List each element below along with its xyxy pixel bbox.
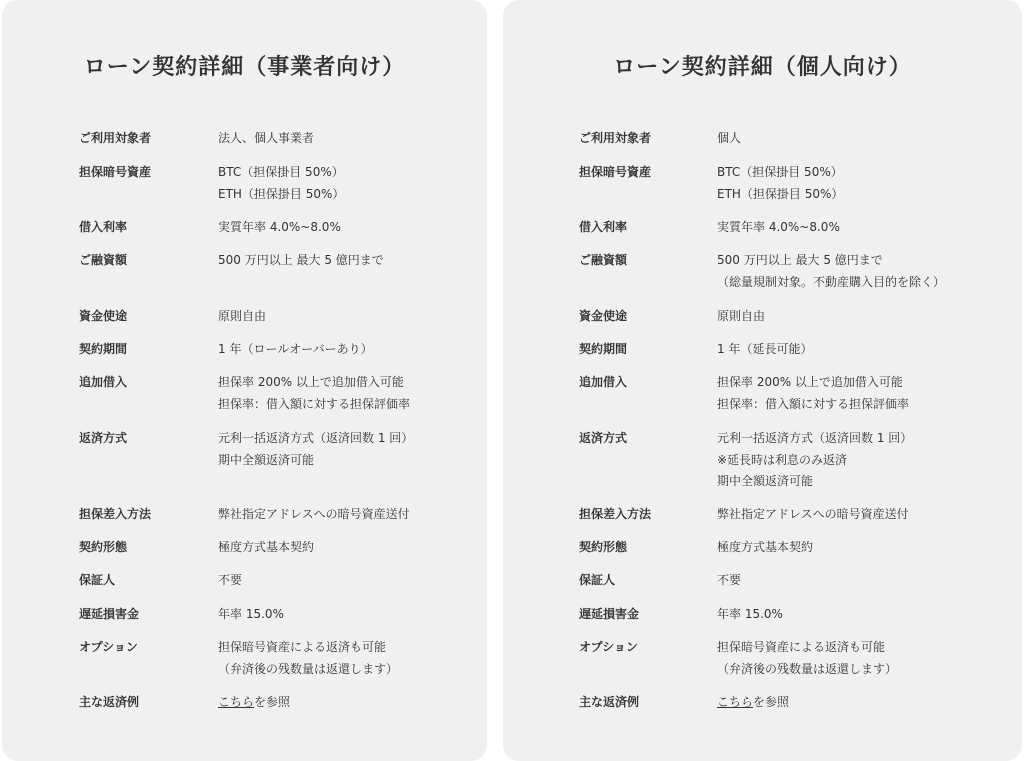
- detail-value-line: 原則自由: [218, 309, 267, 323]
- detail-value-line: 担保率：借入額に対する担保評価率: [218, 396, 411, 411]
- detail-value: [218, 604, 284, 626]
- detail-value-line: 年率 15.0%: [218, 607, 284, 621]
- detail-label: 担保差入方法: [79, 507, 152, 521]
- detail-value: [717, 162, 843, 205]
- detail-value: [717, 692, 789, 714]
- detail-label: 主な返済例: [579, 695, 640, 709]
- detail-value-line: 期中全額返済可能: [218, 452, 315, 467]
- detail-label: ご融資額: [579, 253, 628, 267]
- detail-value-line: 担保暗号資産による返済も可能: [218, 640, 387, 654]
- detail-value-line: 500 万円以上 最大 5 億円まで: [717, 253, 883, 267]
- detail-label: 主な返済例: [79, 695, 140, 709]
- detail-value-line: 実質年率 4.0%~8.0%: [218, 220, 341, 234]
- detail-value: [717, 339, 812, 361]
- detail-value: [717, 217, 840, 239]
- detail-value: [717, 250, 945, 293]
- detail-value: [218, 217, 341, 239]
- detail-label: 返済方式: [579, 431, 628, 445]
- detail-value-line: 原則自由: [717, 309, 766, 323]
- detail-label: 遅延損害金: [579, 607, 640, 621]
- detail-value-line: ETH（担保掛目 50%）: [218, 186, 345, 201]
- repayment-example-link[interactable]: こちら: [717, 695, 754, 709]
- detail-label: 保証人: [79, 573, 116, 587]
- detail-value-line: （弁済後の残数量は返還します）: [218, 661, 399, 676]
- detail-value-line: ※延長時は利息のみ返済: [717, 452, 848, 467]
- detail-label: 資金使途: [79, 309, 128, 323]
- detail-value: [218, 128, 314, 150]
- detail-value: [218, 339, 373, 361]
- detail-label: 遅延損害金: [79, 607, 140, 621]
- detail-value-line: 年率 15.0%: [717, 607, 783, 621]
- detail-label: ご融資額: [79, 253, 128, 267]
- detail-label: 契約期間: [579, 342, 628, 356]
- detail-value-line: （弁済後の残数量は返還します）: [717, 661, 898, 676]
- personal-loan-card: [503, 0, 1022, 761]
- detail-value-line: 元利一括返済方式（返済回数 1 回）: [717, 431, 913, 445]
- detail-value: [218, 570, 242, 592]
- detail-label: 借入利率: [79, 220, 128, 234]
- detail-value-line: 弊社指定アドレスへの暗号資産送付: [218, 507, 410, 521]
- detail-value-line: 500 万円以上 最大 5 億円まで: [218, 253, 384, 267]
- detail-value-line: 個人: [717, 131, 742, 145]
- detail-value-line: 1 年（延長可能）: [717, 342, 813, 356]
- detail-label: 担保差入方法: [579, 507, 652, 521]
- detail-value: [717, 372, 909, 415]
- business-loan-card: [2, 0, 487, 761]
- detail-value-line: 不要: [717, 573, 742, 587]
- detail-value: [218, 637, 398, 680]
- detail-value: [717, 504, 909, 526]
- detail-value: [218, 428, 413, 471]
- detail-value: [218, 162, 344, 205]
- detail-value: [717, 570, 741, 592]
- detail-value-line: BTC（担保掛目 50%）: [717, 165, 843, 179]
- detail-value-line: 実質年率 4.0%~8.0%: [717, 220, 840, 234]
- detail-label: 資金使途: [579, 309, 628, 323]
- detail-value: [717, 428, 912, 493]
- repayment-example-link[interactable]: こちら: [218, 695, 255, 709]
- detail-value-line: 担保率 200% 以上で追加借入可能: [218, 375, 404, 389]
- detail-value-line: 極度方式基本契約: [717, 540, 814, 554]
- detail-value-line: 弊社指定アドレスへの暗号資産送付: [717, 507, 909, 521]
- detail-value-line: 担保率 200% 以上で追加借入可能: [717, 375, 903, 389]
- detail-label: 担保暗号資産: [579, 165, 652, 179]
- detail-value-line: 期中全額返済可能: [717, 474, 814, 488]
- detail-label: オプション: [79, 640, 138, 654]
- detail-value-line: 担保率：借入額に対する担保評価率: [717, 396, 910, 411]
- detail-value: [218, 372, 410, 415]
- detail-value-line: 元利一括返済方式（返済回数 1 回）: [218, 431, 414, 445]
- detail-label: 担保暗号資産: [79, 165, 152, 179]
- detail-label: ご利用対象者: [579, 131, 652, 145]
- detail-value-line: 法人、個人事業者: [218, 131, 315, 145]
- detail-value-line: 担保暗号資産による返済も可能: [717, 640, 886, 654]
- detail-label: 追加借入: [79, 375, 128, 389]
- card-title: ローン契約詳細（事業者向け）: [83, 55, 406, 80]
- link-suffix: を参照: [753, 695, 790, 709]
- detail-value-line: ETH（担保掛目 50%）: [717, 186, 844, 201]
- detail-value: [218, 250, 384, 272]
- detail-value-line: 1 年（ロールオーバーあり）: [218, 342, 373, 356]
- detail-value: [717, 604, 783, 626]
- detail-value: [218, 306, 266, 328]
- detail-label: 契約形態: [579, 540, 628, 554]
- card-title: ローン契約詳細（個人向け）: [613, 55, 912, 80]
- detail-value: [218, 537, 314, 559]
- detail-label: 保証人: [579, 573, 616, 587]
- detail-label: 借入利率: [579, 220, 628, 234]
- detail-label: オプション: [579, 640, 638, 654]
- detail-value-line: 不要: [218, 573, 243, 587]
- detail-label: 契約形態: [79, 540, 128, 554]
- detail-value: [218, 504, 410, 526]
- detail-value: [218, 692, 290, 714]
- detail-label: 契約期間: [79, 342, 128, 356]
- link-suffix: を参照: [254, 695, 291, 709]
- detail-label: 返済方式: [79, 431, 128, 445]
- detail-value: [717, 537, 813, 559]
- detail-value: [717, 128, 741, 150]
- detail-value: [717, 637, 897, 680]
- detail-value: [717, 306, 765, 328]
- detail-value-line: （総量規制対象。不動産購入目的を除く）: [717, 274, 946, 289]
- detail-label: ご利用対象者: [79, 131, 152, 145]
- detail-label: 追加借入: [579, 375, 628, 389]
- detail-value-line: 極度方式基本契約: [218, 540, 315, 554]
- detail-value-line: BTC（担保掛目 50%）: [218, 165, 344, 179]
